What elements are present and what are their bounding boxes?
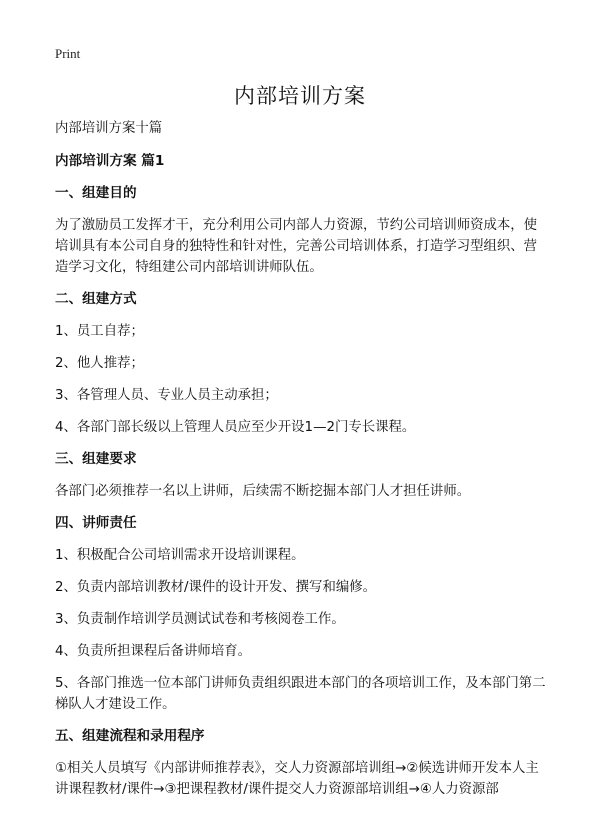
section-paragraph: 为了激励员工发挥才干，充分利用公司内部人力资源，节约公司培训师资成本，使培训具有本公司自身的独特性和针对性，完善公司培训体系，打造学习型组织、营造学习文化，特组建公司内部培训讲师队伍。 <box>55 218 538 275</box>
list-item: 3、负责制作培训学员测试试卷和考核阅卷工作。 <box>55 612 345 627</box>
list-item: 1、员工自荐； <box>55 324 144 339</box>
list-item: 4、各部门部长级以上管理人员应至少开设1—2门专长课程。 <box>55 420 416 435</box>
list-item: 5、各部门推选一位本部门讲师负责组织跟进本部门的各项培训工作，及本部门第二梯队人才建设工作。 <box>55 676 546 712</box>
document-subtitle: 内部培训方案十篇 <box>55 121 163 136</box>
document-body <box>55 118 550 811</box>
section-heading-responsibilities: 四、讲师责任 <box>55 515 137 531</box>
list-item: 3、各管理人员、专业人员主动承担； <box>55 388 278 403</box>
list-item: 2、他人推荐； <box>55 356 144 371</box>
print-label: Print <box>55 46 81 61</box>
section-heading-process: 五、组建流程和录用程序 <box>55 728 205 744</box>
part-heading: 内部培训方案 篇1 <box>55 153 165 169</box>
document-title: 内部培训方案 <box>234 84 366 108</box>
list-item: 2、负责内部培训教材/课件的设计开发、撰写和编修。 <box>55 580 377 595</box>
section-heading-method: 二、组建方式 <box>55 291 137 307</box>
section-paragraph: ①相关人员填写《内部讲师推荐表》，交人力资源部培训组→②候选讲师开发本人主讲课程教材/课件→③把课程教材/课件提交人力资源部培训组→④人力资源部 <box>55 761 539 797</box>
section-heading-requirements: 三、组建要求 <box>55 451 137 467</box>
list-item: 1、积极配合公司培训需求开设培训课程。 <box>55 548 305 563</box>
section-paragraph: 各部门必须推荐一名以上讲师，后续需不断挖掘本部门人才担任讲师。 <box>55 484 471 499</box>
section-heading-purpose: 一、组建目的 <box>55 185 137 201</box>
list-item: 4、负责所担课程后备讲师培育。 <box>55 644 251 659</box>
